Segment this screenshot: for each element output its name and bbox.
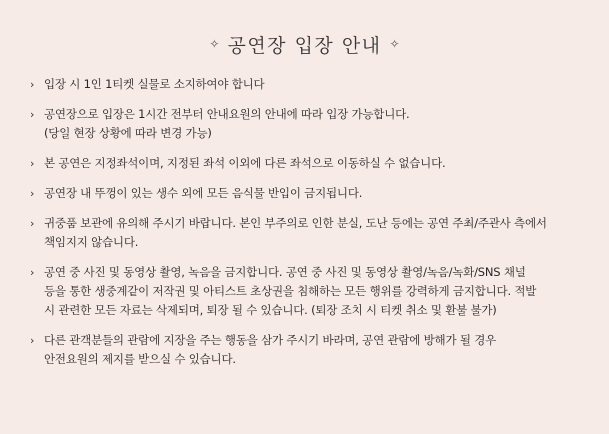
rule-text: 공연장 내 뚜껑이 있는 생수 외에 모든 음식물 반입이 금지됩니다. [44, 186, 363, 200]
rule-text: 본 공연은 지정좌석이며, 지정된 좌석 이외에 다른 좌석으로 이동하실 수 없습니다. [44, 156, 446, 170]
rule-text: 공연 중 사진 및 동영상 촬영, 녹음을 금지합니다. 공연 중 사진 및 동영상 촬영/녹음/녹화/SNS 채널 등을 통한 생중계같이 저작권 및 아티스트 초상권을 침해하는 모든 행위를 강력하게 금지합니다. 적발 시 관련한 모든 자료는 삭제되며, 퇴장 될 수 있습니다. (퇴장 조치 시 티켓 취소 및 환불 불가) [44, 265, 537, 317]
rule-text: 다른 관객분들의 관람에 지장을 주는 행동을 삼가 주시기 바라며, 공연 관람에 방해가 될 경우 안전요원의 제지를 받으실 수 있습니다. [44, 333, 497, 366]
rule-item-ticket [30, 75, 585, 94]
page-title: 공연장 입장 안내 [227, 34, 382, 57]
sparkle-icon-right: ✧ [389, 37, 400, 51]
notice-title [0, 29, 609, 59]
notice-card [0, 29, 609, 434]
rule-text: 입장 시 1인 1티켓 실물로 소지하여야 합니다 [44, 77, 265, 91]
rule-list [0, 75, 609, 369]
rule-item-valuables [30, 214, 585, 252]
chevron-right-icon: › [30, 334, 35, 347]
rule-item-food [30, 184, 585, 203]
rule-text: 공연장으로 입장은 1시간 전부터 안내요원의 안내에 따라 입장 가능합니다. (당일 현장 상황에 따라 변경 가능) [44, 107, 410, 140]
sparkle-icon-left: ✧ [209, 37, 220, 51]
chevron-right-icon: › [30, 78, 35, 91]
rule-item-entry-time [30, 105, 585, 143]
rule-item-assigned-seat [30, 154, 585, 173]
rule-item-conduct [30, 331, 585, 369]
chevron-right-icon: › [30, 157, 35, 170]
chevron-right-icon: › [30, 266, 35, 279]
chevron-right-icon: › [30, 187, 35, 200]
chevron-right-icon: › [30, 108, 35, 121]
rule-text: 귀중품 보관에 유의해 주시기 바랍니다. 본인 부주의로 인한 분실, 도난 등에는 공연 주최/주관사 측에서 책임지지 않습니다. [44, 216, 547, 249]
chevron-right-icon: › [30, 217, 35, 230]
rule-item-recording [30, 263, 585, 320]
